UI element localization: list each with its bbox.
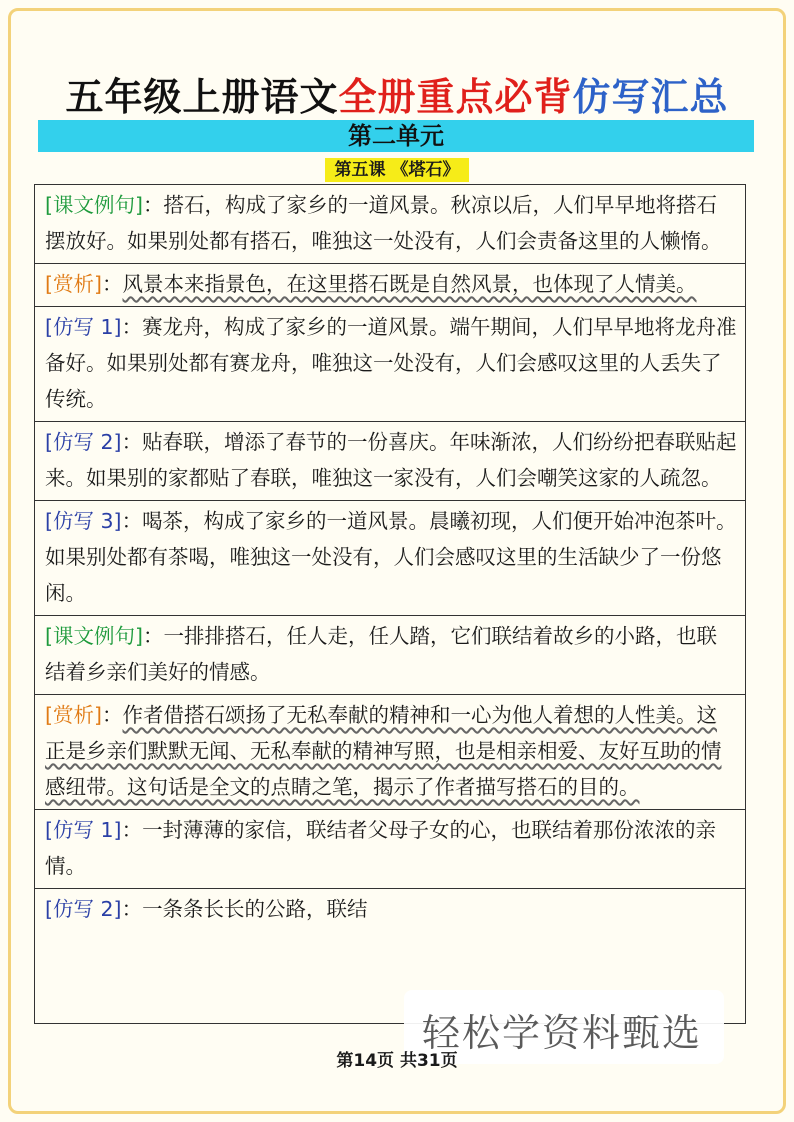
page-title bbox=[0, 66, 794, 121]
row-text: 一封薄薄的家信，联结者父母子女的心，也联结着那份浓浓的亲情。 bbox=[45, 818, 717, 878]
row-text: 赛龙舟，构成了家乡的一道风景。端午期间，人们早早地将龙舟准备好。如果别处都有赛龙舟，唯独这一处没有，人们会感叹这里的人丢失了传统。 bbox=[45, 315, 737, 411]
row-colon: ： bbox=[143, 193, 164, 217]
row-tag: [仿写 2] bbox=[45, 897, 122, 921]
table-row bbox=[35, 889, 745, 931]
row-text: 风景本来指景色，在这里搭石既是自然风景，也体现了人情美。 bbox=[122, 272, 697, 296]
title-topic: 仿写汇总 bbox=[572, 74, 729, 119]
row-colon: ： bbox=[121, 897, 143, 921]
page-number: 第14页 共31页 bbox=[336, 1051, 458, 1071]
row-text: 搭石，构成了家乡的一道风景。秋凉以后，人们早早地将搭石摆放好。如果别处都有搭石，唯独这一处没有，人们会责备这里的人懒惰。 bbox=[45, 193, 722, 253]
row-text: 贴春联，增添了春节的一份喜庆。年味渐浓，人们纷纷把春联贴起来。如果别的家都贴了春联，唯独这一家没有，人们会嘲笑这家的人疏忽。 bbox=[45, 430, 737, 490]
row-colon: ： bbox=[143, 624, 164, 648]
row-colon: ： bbox=[102, 703, 123, 727]
row-tag: [赏析] bbox=[45, 272, 102, 296]
row-tag: [课文例句] bbox=[45, 193, 143, 217]
row-tag: [赏析] bbox=[45, 703, 102, 727]
row-tag: [仿写 3] bbox=[45, 509, 122, 533]
table-row bbox=[35, 307, 745, 422]
row-colon: ： bbox=[121, 818, 143, 842]
row-tag: [仿写 2] bbox=[45, 430, 122, 454]
row-text: 作者借搭石颂扬了无私奉献的精神和一心为他人着想的人性美。这正是乡亲们默默无闻、无私奉献的精神写照，也是相亲相爱、友好互助的情感纽带。这句话是全文的点睛之笔，揭示了作者描写搭石的目的。 bbox=[45, 703, 722, 799]
row-text: 一排排搭石，任人走，任人踏，它们联结着故乡的小路，也联结着乡亲们美好的情感。 bbox=[45, 624, 717, 684]
lesson-title: 第五课 《塔石》 bbox=[325, 158, 470, 182]
row-colon: ： bbox=[121, 430, 143, 454]
row-tag: [课文例句] bbox=[45, 624, 143, 648]
row-colon: ： bbox=[102, 272, 123, 296]
table-row bbox=[35, 616, 745, 695]
table-row bbox=[35, 264, 745, 307]
sentence-table bbox=[34, 184, 746, 1024]
row-colon: ： bbox=[121, 315, 143, 339]
table-row bbox=[35, 501, 745, 616]
table-row bbox=[35, 185, 745, 264]
table-row bbox=[35, 695, 745, 810]
table-row bbox=[35, 810, 745, 889]
title-grade: 五年级上册语文 bbox=[65, 74, 339, 119]
title-highlight: 全册重点必背 bbox=[338, 74, 573, 119]
watermark-text: 轻松学资料甄选 bbox=[422, 1011, 703, 1055]
row-tag: [仿写 1] bbox=[45, 315, 122, 339]
row-text: 喝茶，构成了家乡的一道风景。晨曦初现，人们便开始冲泡茶叶。如果别处都有茶喝，唯独这一处没有，人们会感叹这里的生活缺少了一份悠闲。 bbox=[45, 509, 737, 605]
row-text: 一条条长长的公路，联结 bbox=[142, 897, 368, 921]
lesson-header bbox=[0, 158, 794, 182]
unit-header: 第二单元 bbox=[38, 120, 754, 152]
row-colon: ： bbox=[121, 509, 143, 533]
table-row bbox=[35, 422, 745, 501]
row-tag: [仿写 1] bbox=[45, 818, 122, 842]
